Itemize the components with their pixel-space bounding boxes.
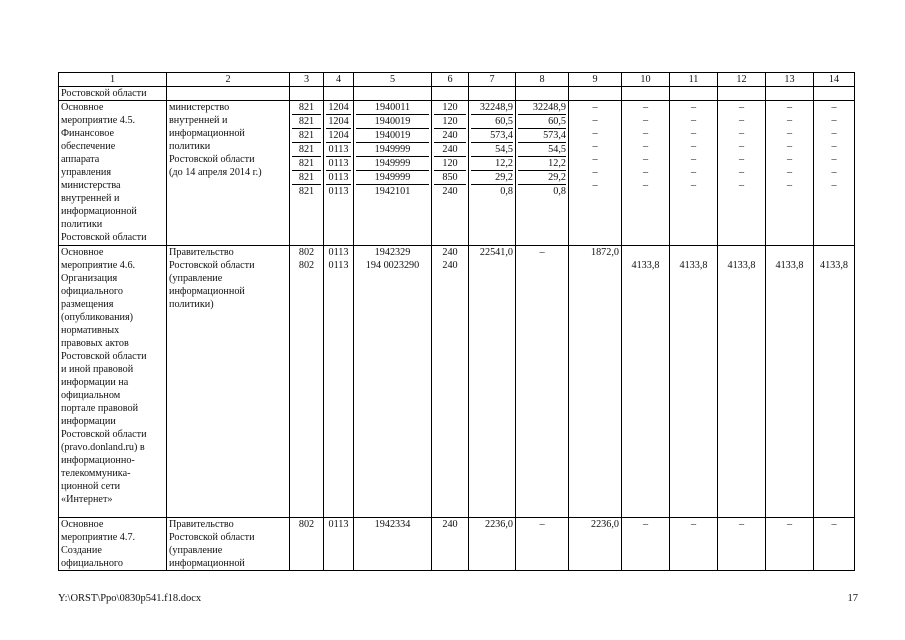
value-line: – — [690, 154, 697, 165]
region-row — [59, 87, 855, 101]
value-line: – — [738, 154, 745, 165]
value-line: 1940019 — [356, 129, 429, 143]
col-header-5: 5 — [354, 73, 432, 87]
value-column-8: – — [516, 518, 569, 571]
value-column-11 — [670, 246, 718, 518]
value-line: 4133,8 — [819, 260, 848, 271]
col-header-3: 3 — [290, 73, 324, 87]
value-column-4: 0113 — [324, 518, 354, 571]
value-line: 802 — [298, 260, 315, 271]
value-column-13: – — [766, 518, 814, 571]
value-column-9: 2236,0 — [569, 518, 622, 571]
value-line: 1204 — [326, 101, 351, 115]
value-line: 12,2 — [471, 157, 513, 171]
value-line: – — [642, 154, 649, 165]
value-line: 0113 — [328, 186, 349, 197]
value-line: – — [831, 154, 837, 165]
value-column-11 — [670, 101, 718, 246]
value-column-6 — [432, 101, 469, 246]
value-line: – — [592, 154, 598, 165]
value-line: – — [690, 115, 697, 126]
value-line: 240 — [434, 129, 466, 143]
value-line: 821 — [292, 171, 321, 185]
value-line: – — [690, 128, 697, 139]
value-line: – — [786, 180, 793, 191]
value-line: 60,5 — [471, 115, 513, 129]
value-line: 0113 — [328, 260, 349, 271]
col-header-4: 4 — [324, 73, 354, 87]
value-column-7: 2236,0 — [469, 518, 516, 571]
value-line: 240 — [434, 143, 466, 157]
measure-4-7-row — [59, 518, 855, 571]
value-line: 0113 — [328, 247, 349, 258]
value-line: 4133,8 — [679, 260, 708, 271]
value-line: – — [831, 167, 837, 178]
value-column-9: 1872,0 — [569, 246, 622, 518]
value-column-6 — [432, 246, 469, 518]
value-line: – — [738, 115, 745, 126]
value-line: – — [592, 102, 598, 113]
col-header-12: 12 — [718, 73, 766, 87]
value-line: – — [831, 115, 837, 126]
value-column-10 — [622, 246, 670, 518]
value-line: 0113 — [326, 171, 351, 185]
value-line: 0,8 — [500, 186, 513, 197]
value-column-10 — [622, 101, 670, 246]
value-line: 821 — [292, 157, 321, 171]
value-column-11: – — [670, 518, 718, 571]
value-line: – — [831, 128, 837, 139]
measure-name-cell: Основное мероприятие 4.7. Создание официального — [59, 518, 167, 571]
value-line: 802 — [298, 247, 315, 258]
value-line: – — [690, 167, 697, 178]
value-line: 54,5 — [471, 143, 513, 157]
value-line: – — [690, 180, 697, 191]
value-column-12 — [718, 246, 766, 518]
value-line: – — [642, 180, 649, 191]
value-line: 32248,9 — [518, 101, 566, 115]
value-line: 1204 — [326, 115, 351, 129]
value-line: – — [831, 141, 837, 152]
value-column-13 — [766, 101, 814, 246]
budget-table — [58, 72, 855, 571]
value-line: 29,2 — [518, 171, 566, 185]
measure-4-5-row — [59, 101, 855, 246]
value-line: – — [690, 141, 697, 152]
value-line: – — [592, 180, 598, 191]
value-column-5 — [354, 246, 432, 518]
value-line: 4133,8 — [631, 260, 660, 271]
value-column-12 — [718, 101, 766, 246]
value-line: 0,8 — [553, 186, 566, 197]
value-line: – — [738, 128, 745, 139]
measure-name-cell: Основное мероприятие 4.6. Организация официального размещения (опубликования) нормативных правовых актов Ростовской области и иной правовой информации на официальном портале правовой информации Ростовской области (pravo.donland.ru) в информационно- телекоммуника- ционной сети «Интернет» — [59, 246, 167, 518]
executor-cell: Правительство Ростовской области (управление информационной — [167, 518, 290, 571]
page-number: 17 — [847, 593, 858, 604]
value-line: – — [738, 102, 745, 113]
value-column-3 — [290, 246, 324, 518]
value-line: 32248,9 — [471, 101, 513, 115]
value-line: – — [786, 141, 793, 152]
value-line: 821 — [292, 101, 321, 115]
value-line: – — [786, 115, 793, 126]
value-line: – — [738, 167, 745, 178]
value-column-12: – — [718, 518, 766, 571]
value-line: – — [738, 180, 745, 191]
value-line: 120 — [434, 115, 466, 129]
value-line: – — [831, 180, 837, 191]
value-line: 240 — [442, 247, 458, 258]
value-line: – — [738, 141, 745, 152]
value-line: 4133,8 — [775, 260, 804, 271]
col-header-2: 2 — [167, 73, 290, 87]
col-header-6: 6 — [432, 73, 469, 87]
measure-4-6-row — [59, 246, 855, 518]
value-line: 0113 — [326, 143, 351, 157]
value-line: 1949999 — [356, 143, 429, 157]
value-line: – — [786, 102, 793, 113]
value-line: 821 — [292, 129, 321, 143]
value-line: 573,4 — [471, 129, 513, 143]
file-path: Y:\ORST\Ppo\0830p541.f18.docx — [58, 593, 202, 604]
col-header-7: 7 — [469, 73, 516, 87]
col-header-1: 1 — [59, 73, 167, 87]
value-line: 1204 — [326, 129, 351, 143]
value-line: – — [642, 141, 649, 152]
value-line: 12,2 — [518, 157, 566, 171]
value-column-5: 1942334 — [354, 518, 432, 571]
value-line: – — [642, 128, 649, 139]
value-line: 240 — [442, 260, 458, 271]
value-line: – — [592, 115, 598, 126]
col-header-10: 10 — [622, 73, 670, 87]
executor-cell: Правительство Ростовской области (управление информационной политики) — [167, 246, 290, 518]
value-line: 194 0023290 — [365, 260, 420, 271]
value-line: – — [642, 167, 649, 178]
value-column-3 — [290, 101, 324, 246]
value-line: 0113 — [326, 157, 351, 171]
executor-cell: министерство внутренней и информационной политики Ростовской области (до 14 апреля 2014 г.) — [167, 101, 290, 246]
value-column-14 — [814, 246, 855, 518]
value-line: – — [592, 128, 598, 139]
value-line: 1949999 — [356, 171, 429, 185]
value-line: 120 — [434, 101, 466, 115]
value-line: – — [642, 115, 649, 126]
col-header-11: 11 — [670, 73, 718, 87]
value-line: 573,4 — [518, 129, 566, 143]
value-column-3: 802 — [290, 518, 324, 571]
value-column-13 — [766, 246, 814, 518]
value-line: – — [786, 154, 793, 165]
value-column-4 — [324, 101, 354, 246]
value-line: 1942329 — [374, 247, 411, 258]
value-line: 821 — [292, 115, 321, 129]
header-row — [59, 73, 855, 87]
value-column-10: – — [622, 518, 670, 571]
value-line: – — [592, 141, 598, 152]
value-column-14 — [814, 101, 855, 246]
value-line: 4133,8 — [727, 260, 756, 271]
value-line: 1940011 — [356, 101, 429, 115]
region-cell: Ростовской области — [59, 87, 167, 101]
value-column-14: – — [814, 518, 855, 571]
value-line: 821 — [292, 143, 321, 157]
value-line: – — [786, 167, 793, 178]
value-line: 240 — [442, 186, 458, 197]
value-line: 120 — [434, 157, 466, 171]
value-line: 1949999 — [356, 157, 429, 171]
value-line: 1942101 — [374, 186, 411, 197]
value-line: 60,5 — [518, 115, 566, 129]
value-column-5 — [354, 101, 432, 246]
col-header-13: 13 — [766, 73, 814, 87]
value-column-8: – — [516, 246, 569, 518]
value-line: – — [690, 102, 697, 113]
value-column-7: 22541,0 — [469, 246, 516, 518]
col-header-9: 9 — [569, 73, 622, 87]
value-line: 54,5 — [518, 143, 566, 157]
value-line: 821 — [298, 186, 315, 197]
value-line: 850 — [434, 171, 466, 185]
value-line: 29,2 — [471, 171, 513, 185]
value-column-8 — [516, 101, 569, 246]
value-line: – — [592, 167, 598, 178]
measure-name-cell: Основное мероприятие 4.5. Финансовое обеспечение аппарата управления министерства внутренней и информационной политики Ростовской области — [59, 101, 167, 246]
col-header-14: 14 — [814, 73, 855, 87]
value-line: – — [786, 128, 793, 139]
value-column-9 — [569, 101, 622, 246]
value-line: 1940019 — [356, 115, 429, 129]
value-column-4 — [324, 246, 354, 518]
value-line: – — [831, 102, 837, 113]
value-column-6: 240 — [432, 518, 469, 571]
value-column-7 — [469, 101, 516, 246]
col-header-8: 8 — [516, 73, 569, 87]
value-line: – — [642, 102, 649, 113]
